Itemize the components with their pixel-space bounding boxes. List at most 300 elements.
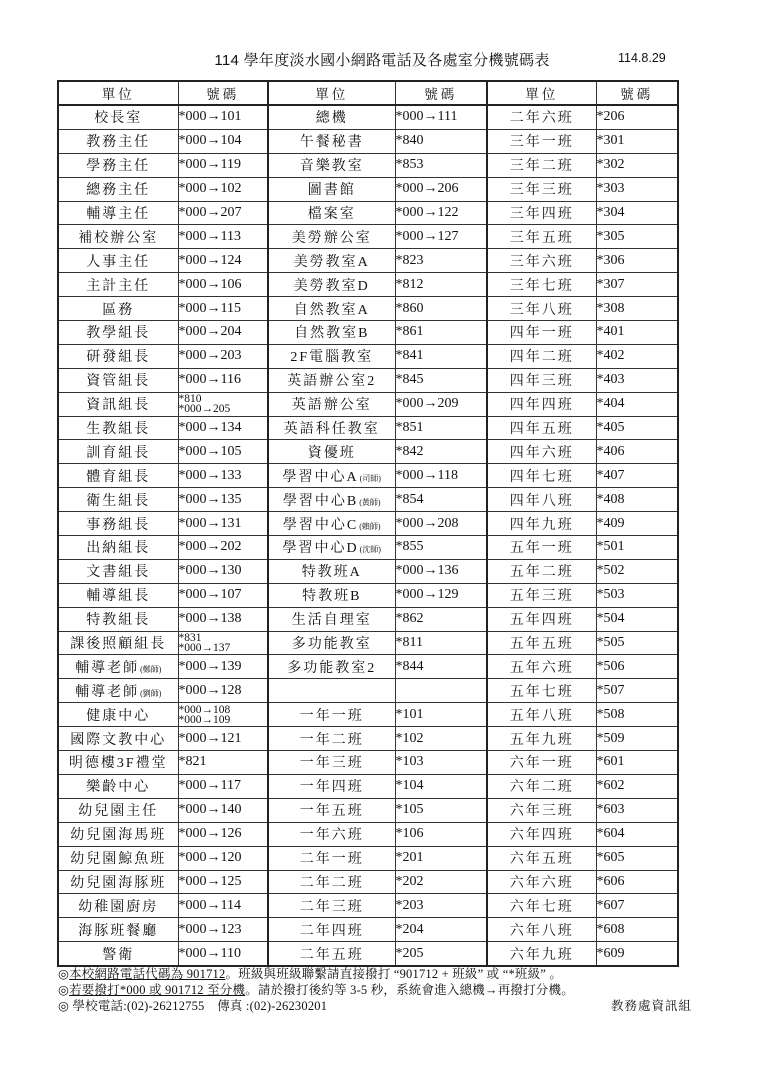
unit-name: 人事主任 xyxy=(86,254,151,270)
extension-cell xyxy=(395,631,487,655)
extension-number: *406 xyxy=(596,443,625,459)
unit-cell xyxy=(58,488,178,512)
extension-number: *106 xyxy=(395,826,424,842)
wait-note: 。請於撥打後約等 3-5 秒，系統會進入總機→再撥打分機。 xyxy=(245,983,574,997)
table-body xyxy=(58,105,678,966)
table-row xyxy=(58,416,678,440)
unit-cell xyxy=(58,751,178,775)
extension-cell xyxy=(596,512,678,536)
unit-name: 特教組長 xyxy=(86,613,151,629)
unit-note: (沈師) xyxy=(359,545,381,555)
extension-cell xyxy=(395,225,487,249)
table-row xyxy=(58,727,678,751)
unit-name: 二年五班 xyxy=(299,947,364,963)
extension-cell xyxy=(596,416,678,440)
extension-cell xyxy=(178,846,268,870)
extension-cell xyxy=(395,512,487,536)
unit-name: 幼稚園廚房 xyxy=(78,899,159,915)
table-header-row xyxy=(58,81,678,105)
extension-cell xyxy=(395,798,487,822)
unit-cell xyxy=(58,727,178,751)
unit-name: 音樂教室 xyxy=(299,159,364,175)
unit-cell xyxy=(58,512,178,536)
unit-name: 事務組長 xyxy=(86,517,151,533)
unit-cell xyxy=(58,846,178,870)
table-row xyxy=(58,583,678,607)
unit-cell xyxy=(487,846,596,870)
extension-number: *509 xyxy=(596,730,625,746)
extension-cell xyxy=(395,464,487,488)
extension-number: *000→119 xyxy=(178,157,241,173)
unit-name: 總機 xyxy=(315,111,348,127)
unit-cell xyxy=(487,894,596,918)
extension-cell xyxy=(178,177,268,201)
extension-number: *000→114 xyxy=(178,897,241,913)
unit-cell xyxy=(268,942,395,966)
extension-number: *000→137 xyxy=(178,642,231,655)
table-row xyxy=(58,153,678,177)
unit-cell xyxy=(268,177,395,201)
unit-name: 學習中心A xyxy=(282,469,359,485)
extension-number: *000→130 xyxy=(178,563,242,579)
extension-number: *402 xyxy=(596,348,625,364)
unit-name: 幼兒園海馬班 xyxy=(70,828,167,844)
unit-name: 輔導組長 xyxy=(86,589,151,605)
extension-cell xyxy=(395,846,487,870)
extension-cell xyxy=(596,105,678,129)
extension-number: *409 xyxy=(596,515,625,531)
extension-cell xyxy=(596,703,678,727)
extension-number: *405 xyxy=(596,420,625,436)
unit-name: 圖書館 xyxy=(307,183,356,199)
unit-cell xyxy=(268,559,395,583)
unit-name: 一年三班 xyxy=(299,756,364,772)
table-row xyxy=(58,870,678,894)
unit-cell xyxy=(487,942,596,966)
extension-number: *861 xyxy=(395,324,424,340)
extension-cell xyxy=(395,153,487,177)
extension-number: *823 xyxy=(395,252,424,268)
extension-number: *000→204 xyxy=(178,324,242,340)
extension-number: *841 xyxy=(395,348,424,364)
extension-cell xyxy=(178,512,268,536)
unit-cell xyxy=(487,416,596,440)
unit-cell xyxy=(487,297,596,321)
unit-name: 2F電腦教室 xyxy=(290,350,374,366)
extension-number: *000→134 xyxy=(178,420,242,436)
extension-number: *842 xyxy=(395,443,424,459)
extension-number: *000→205 xyxy=(178,403,231,416)
extension-number: *301 xyxy=(596,133,625,149)
extension-number: *845 xyxy=(395,372,424,388)
table-row xyxy=(58,488,678,512)
unit-name: 特教班B xyxy=(302,589,362,605)
table-row xyxy=(58,751,678,775)
unit-name: 六年七班 xyxy=(509,899,574,915)
unit-name: 主計主任 xyxy=(86,278,151,294)
extension-cell xyxy=(395,751,487,775)
extension-cell xyxy=(178,153,268,177)
extension-cell xyxy=(596,153,678,177)
unit-cell xyxy=(58,273,178,297)
extension-number: *000→109 xyxy=(178,713,231,726)
extension-number: *000→118 xyxy=(395,467,458,483)
extension-number: *204 xyxy=(395,921,424,937)
extension-number: *844 xyxy=(395,658,424,674)
unit-cell xyxy=(58,344,178,368)
extension-cell xyxy=(178,727,268,751)
table-row xyxy=(58,798,678,822)
extension-cell xyxy=(178,870,268,894)
unit-name: 幼兒園海豚班 xyxy=(70,875,167,891)
extension-number: *810 xyxy=(178,393,202,406)
unit-name: 五年四班 xyxy=(509,613,574,629)
table-row xyxy=(58,536,678,560)
unit-cell xyxy=(58,942,178,966)
extension-cell xyxy=(395,727,487,751)
unit-note: (劉師) xyxy=(140,688,162,698)
unit-cell xyxy=(487,679,596,703)
extension-number: *607 xyxy=(596,897,625,913)
extension-number: *000→135 xyxy=(178,491,242,507)
unit-name: 體育組長 xyxy=(86,469,151,485)
extension-dial-note: 若要撥打*000 或 901712 至分機 xyxy=(69,983,246,997)
header-number-3: 號碼 xyxy=(596,81,678,105)
unit-name: 五年一班 xyxy=(509,541,574,557)
unit-name: 衛生組長 xyxy=(86,493,151,509)
unit-name: 一年五班 xyxy=(299,804,364,820)
extension-number: *000→129 xyxy=(395,587,459,603)
table-row xyxy=(58,512,678,536)
unit-cell xyxy=(487,392,596,416)
unit-cell xyxy=(58,894,178,918)
unit-name: 一年四班 xyxy=(299,780,364,796)
table-row xyxy=(58,177,678,201)
unit-name: 二年三班 xyxy=(299,899,364,915)
unit-name: 教務主任 xyxy=(86,135,151,151)
extension-number: *855 xyxy=(395,539,424,555)
unit-name: 美勞教室D xyxy=(293,278,370,294)
unit-cell xyxy=(58,607,178,631)
extension-cell xyxy=(596,607,678,631)
table-row xyxy=(58,321,678,345)
extension-cell xyxy=(395,894,487,918)
unit-name: 三年二班 xyxy=(509,159,574,175)
extension-number: *000→108 xyxy=(178,703,231,716)
table-row xyxy=(58,774,678,798)
extension-number: *307 xyxy=(596,276,625,292)
unit-cell xyxy=(268,225,395,249)
extension-number: *504 xyxy=(596,611,625,627)
table-row xyxy=(58,297,678,321)
unit-cell xyxy=(487,798,596,822)
extension-cell xyxy=(596,631,678,655)
extension-cell xyxy=(178,631,268,655)
unit-cell xyxy=(268,392,395,416)
extension-cell xyxy=(178,679,268,703)
table-row xyxy=(58,225,678,249)
unit-note: (賴師) xyxy=(359,521,381,531)
unit-cell xyxy=(58,774,178,798)
unit-name: 一年一班 xyxy=(299,708,364,724)
extension-cell xyxy=(596,894,678,918)
extension-number: *302 xyxy=(596,157,625,173)
unit-cell xyxy=(58,870,178,894)
extension-cell xyxy=(178,559,268,583)
extension-number: *403 xyxy=(596,372,625,388)
unit-cell xyxy=(58,416,178,440)
class-dial-note: 。班級與班級聯繫請直接撥打 “901712 + 班級” 或 “*班級” 。 xyxy=(225,967,563,981)
extension-cell xyxy=(178,918,268,942)
extension-cell xyxy=(395,559,487,583)
unit-cell xyxy=(487,105,596,129)
extension-number: *000→104 xyxy=(178,133,242,149)
unit-name: 英語辦公室2 xyxy=(287,374,377,390)
extension-cell xyxy=(596,225,678,249)
extension-number: *811 xyxy=(395,635,423,651)
extension-number: *603 xyxy=(596,802,625,818)
unit-name: 多功能教室 xyxy=(291,637,372,653)
extension-number: *606 xyxy=(596,873,625,889)
unit-name: 三年六班 xyxy=(509,254,574,270)
table-row xyxy=(58,607,678,631)
extension-number: *000→131 xyxy=(178,515,242,531)
extension-number: *502 xyxy=(596,563,625,579)
table-row xyxy=(58,440,678,464)
extension-cell xyxy=(596,440,678,464)
unit-name: 五年六班 xyxy=(509,660,574,676)
unit-cell xyxy=(487,368,596,392)
unit-cell xyxy=(268,774,395,798)
unit-cell xyxy=(58,440,178,464)
header-unit-1: 單位 xyxy=(58,81,178,105)
unit-name: 美勞辦公室 xyxy=(291,230,372,246)
unit-name: 二年一班 xyxy=(299,852,364,868)
unit-cell xyxy=(268,607,395,631)
unit-name: 二年二班 xyxy=(299,875,364,891)
extension-number: *831 xyxy=(178,632,202,645)
extension-number: *205 xyxy=(395,945,424,961)
extension-cell xyxy=(178,464,268,488)
extension-cell xyxy=(596,655,678,679)
extension-number: *000→125 xyxy=(178,873,242,889)
extension-cell xyxy=(596,774,678,798)
unit-name: 五年七班 xyxy=(509,684,574,700)
extension-cell xyxy=(178,536,268,560)
extension-number: *000→122 xyxy=(395,205,459,220)
table-row xyxy=(58,918,678,942)
extension-cell xyxy=(178,297,268,321)
extension-cell xyxy=(596,344,678,368)
unit-name: 訓育組長 xyxy=(86,445,151,461)
extension-number: *000→124 xyxy=(178,252,242,268)
unit-cell xyxy=(487,488,596,512)
extension-number: *000→139 xyxy=(178,658,242,674)
unit-name: 六年九班 xyxy=(509,947,574,963)
header-unit-2: 單位 xyxy=(268,81,395,105)
unit-name: 六年三班 xyxy=(509,804,574,820)
unit-cell xyxy=(268,679,395,703)
extension-cell xyxy=(596,488,678,512)
extension-number: *000→203 xyxy=(178,348,242,364)
unit-cell xyxy=(487,225,596,249)
extension-number: *601 xyxy=(596,754,625,770)
unit-name: 一年六班 xyxy=(299,828,364,844)
unit-name: 總務主任 xyxy=(86,183,151,199)
extension-cell xyxy=(178,607,268,631)
unit-cell xyxy=(487,344,596,368)
unit-name: 三年七班 xyxy=(509,278,574,294)
extension-cell xyxy=(596,583,678,607)
extension-cell xyxy=(395,583,487,607)
extension-cell xyxy=(178,105,268,129)
unit-cell xyxy=(487,583,596,607)
extension-cell xyxy=(395,536,487,560)
unit-cell xyxy=(58,201,178,225)
unit-name: 三年八班 xyxy=(509,302,574,318)
unit-cell xyxy=(58,464,178,488)
unit-name: 校長室 xyxy=(94,111,143,127)
extension-table xyxy=(57,80,679,967)
table-row xyxy=(58,249,678,273)
extension-number: *306 xyxy=(596,252,625,268)
extension-number: *105 xyxy=(395,802,424,818)
extension-cell xyxy=(395,822,487,846)
extension-cell xyxy=(596,249,678,273)
unit-name: 資訊組長 xyxy=(86,398,151,414)
extension-cell xyxy=(596,177,678,201)
extension-number: *103 xyxy=(395,754,424,770)
unit-name: 輔導老師 xyxy=(75,660,140,676)
extension-number: *102 xyxy=(395,730,424,746)
extension-cell xyxy=(395,344,487,368)
unit-name: 美勞教室A xyxy=(293,254,370,270)
extension-cell xyxy=(596,727,678,751)
table-row xyxy=(58,846,678,870)
unit-cell xyxy=(487,129,596,153)
extension-number: *407 xyxy=(596,467,625,483)
extension-cell xyxy=(395,129,487,153)
extension-number: *000→207 xyxy=(178,205,242,220)
unit-name: 四年五班 xyxy=(509,422,574,438)
unit-name: 研發組長 xyxy=(86,350,151,366)
extension-number: *000→106 xyxy=(178,276,242,292)
unit-cell xyxy=(268,822,395,846)
unit-name: 三年五班 xyxy=(509,230,574,246)
extension-number: *303 xyxy=(596,181,625,197)
unit-cell xyxy=(58,583,178,607)
extension-cell xyxy=(395,607,487,631)
extension-cell xyxy=(596,918,678,942)
unit-cell xyxy=(268,464,395,488)
unit-cell xyxy=(268,153,395,177)
unit-cell xyxy=(268,655,395,679)
extension-cell xyxy=(395,321,487,345)
unit-name: 資管組長 xyxy=(86,374,151,390)
unit-cell xyxy=(58,129,178,153)
extension-number: *000→136 xyxy=(395,563,459,579)
extension-number: *501 xyxy=(596,539,625,555)
extension-number: *000→107 xyxy=(178,587,242,603)
table-row xyxy=(58,679,678,703)
extension-cell xyxy=(596,846,678,870)
unit-cell xyxy=(268,536,395,560)
extension-cell xyxy=(178,344,268,368)
extension-cell xyxy=(596,464,678,488)
extension-cell xyxy=(178,392,268,416)
unit-name: 健康中心 xyxy=(86,708,151,724)
unit-name: 警衛 xyxy=(102,947,135,963)
unit-name: 四年一班 xyxy=(509,326,574,342)
unit-cell xyxy=(487,177,596,201)
unit-name: 四年八班 xyxy=(509,493,574,509)
unit-cell xyxy=(487,153,596,177)
unit-name: 五年八班 xyxy=(509,708,574,724)
unit-cell xyxy=(268,416,395,440)
unit-name: 特教班A xyxy=(301,565,362,581)
unit-name: 海豚班餐廳 xyxy=(78,923,159,939)
unit-name: 教學組長 xyxy=(86,326,151,342)
unit-cell xyxy=(268,918,395,942)
extension-cell xyxy=(178,488,268,512)
extension-number: *000→117 xyxy=(178,778,241,794)
unit-cell xyxy=(58,105,178,129)
unit-cell xyxy=(58,368,178,392)
extension-number: *104 xyxy=(395,778,424,794)
unit-name: 輔導主任 xyxy=(86,207,151,222)
unit-cell xyxy=(58,249,178,273)
extension-cell xyxy=(178,440,268,464)
table-row xyxy=(58,655,678,679)
extension-cell xyxy=(178,321,268,345)
unit-name: 六年六班 xyxy=(509,875,574,891)
extension-cell xyxy=(395,488,487,512)
table-row xyxy=(58,201,678,225)
extension-number: *401 xyxy=(596,324,625,340)
unit-name: 學務主任 xyxy=(86,159,151,175)
unit-cell xyxy=(58,225,178,249)
extension-number: *821 xyxy=(178,754,207,770)
extension-cell xyxy=(395,249,487,273)
unit-cell xyxy=(487,249,596,273)
unit-cell xyxy=(487,655,596,679)
extension-cell xyxy=(395,918,487,942)
unit-name: 四年六班 xyxy=(509,445,574,461)
unit-cell xyxy=(268,798,395,822)
extension-number: *000→202 xyxy=(178,539,242,555)
extension-cell xyxy=(395,703,487,727)
extension-cell xyxy=(596,942,678,966)
bullet-icon: ◎ xyxy=(58,983,70,997)
table-row xyxy=(58,273,678,297)
unit-note: (鄭師) xyxy=(140,664,162,674)
extension-number: *000→111 xyxy=(395,109,458,125)
unit-cell xyxy=(487,559,596,583)
extension-number: *408 xyxy=(596,491,625,507)
extension-number: *000→102 xyxy=(178,181,242,197)
unit-name: 六年二班 xyxy=(509,780,574,796)
document-title: 114 學年度淡水國小網路電話及各處室分機號碼表 xyxy=(214,52,550,69)
unit-name: 幼兒園鯨魚班 xyxy=(70,852,167,868)
unit-cell xyxy=(268,894,395,918)
unit-note: (司師) xyxy=(359,473,381,483)
bullet-icon: ◎ xyxy=(58,999,70,1013)
unit-cell xyxy=(268,583,395,607)
extension-number: *000→133 xyxy=(178,467,242,483)
extension-cell xyxy=(178,201,268,225)
extension-cell xyxy=(596,129,678,153)
unit-cell xyxy=(487,512,596,536)
